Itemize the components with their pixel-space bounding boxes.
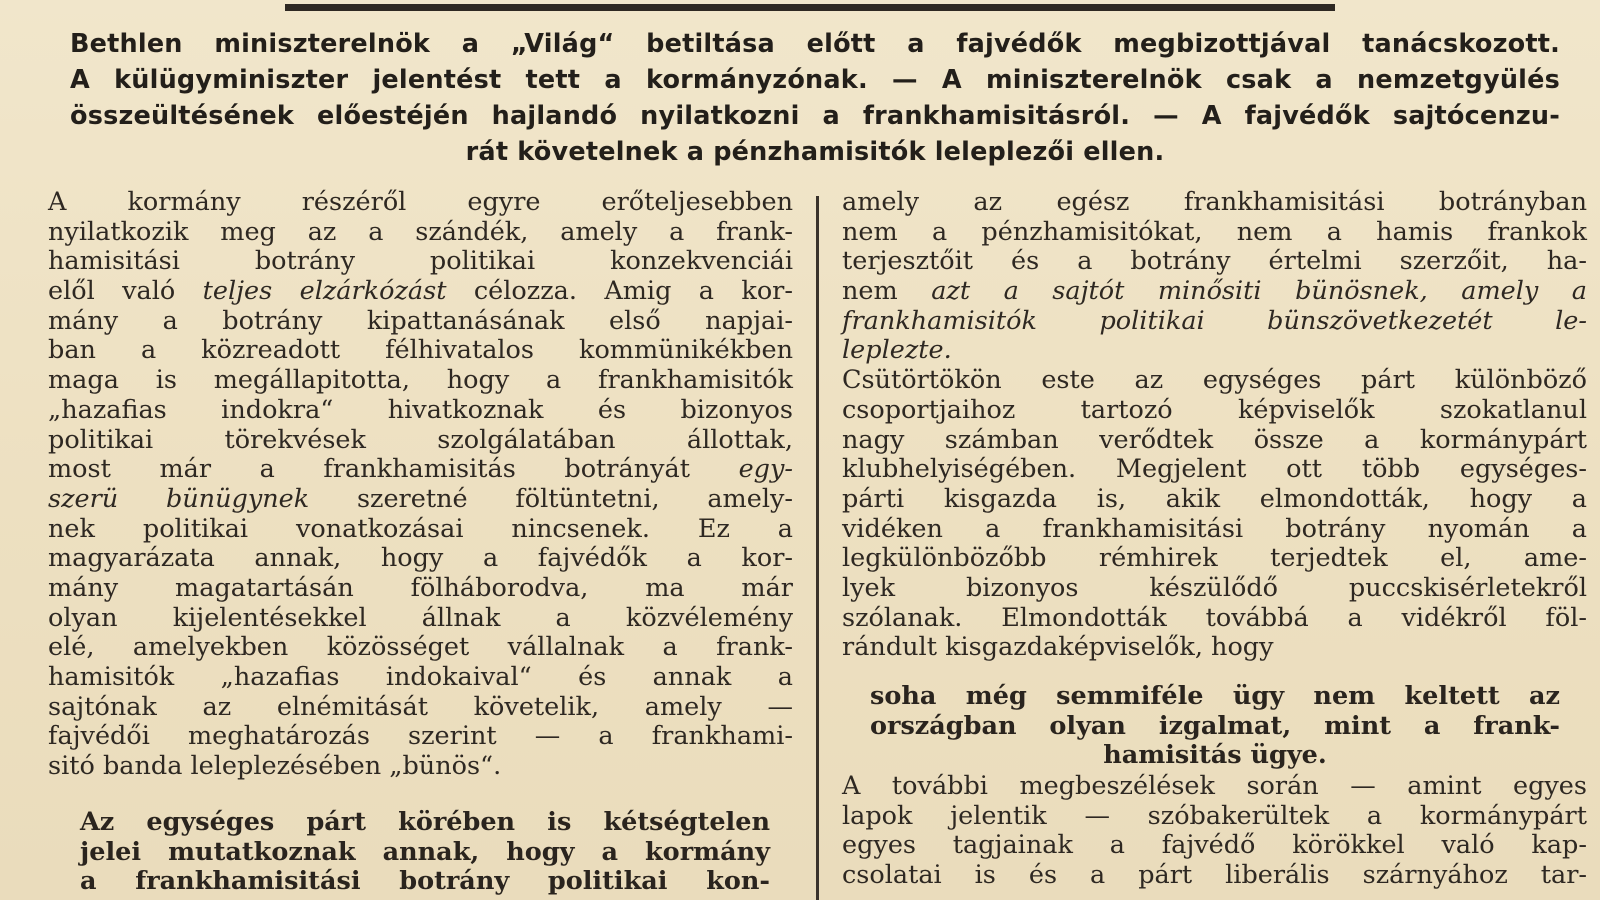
- right-tail-paragraph: [842, 772, 1587, 891]
- headline-line: Bethlen miniszterelnök a „Világ“ betiltása előtt a fajvédők megbizottjával tanácskozott.: [70, 29, 1560, 59]
- text-line: csoportjaihoz tartozó képviselők szokatlanul: [842, 394, 1587, 425]
- text-line: mány magatartásán fölháborodva, ma már: [48, 572, 793, 603]
- text-line: olyan kijelentésekkel állnak a közvélemény: [48, 602, 793, 633]
- headline-line: rát követelnek a pénzhamisitók leleplezői ellen.: [465, 137, 1165, 167]
- headline-line: összeültésének előestéjén hajlandó nyilatkozni a frankhamisitásról. — A fajvédők sajtócenzu-: [70, 101, 1560, 131]
- text-line: csolatai is és a párt liberális szárnyához tar-: [842, 860, 1587, 891]
- bold-line: hamisitás ügye.: [1103, 740, 1327, 770]
- text-line: frankhamisitók politikai bünszövetkezetét le-: [842, 305, 1587, 336]
- text-line: sitó banda leleplezésében „bünös“.: [48, 751, 502, 782]
- text-line: maga is megállapitotta, hogy a frankhamisitók: [48, 365, 793, 396]
- article-headline: [70, 26, 1560, 170]
- text-line: fajvédői meghatározás szerint — a frankhami-: [48, 721, 793, 752]
- text-line: magyarázata annak, hogy a fajvédők a kor-: [48, 543, 793, 574]
- bold-line: jelei mutatkoznak annak, hogy a kormány: [80, 836, 770, 867]
- text-line: elől való teljes elzárkózást célozza. Amig a kor-: [48, 276, 793, 307]
- text-line: „hazafias indokra“ hivatkoznak és bizonyos: [48, 394, 793, 425]
- text-line: mány a botrány kipattanásának első napjai-: [48, 305, 793, 336]
- text-line: most már a frankhamisitás botrányát egy-: [48, 454, 793, 485]
- text-line: párti kisgazda is, akik elmondották, hogy a: [842, 483, 1587, 514]
- text-line: hamisitási botrány politikai konzekvenciái: [48, 246, 793, 277]
- text-line: legkülönbözőbb rémhirek terjedtek el, ame-: [842, 543, 1587, 574]
- text-line: nem azt a sajtót minősiti bünösnek, amely a: [842, 276, 1587, 307]
- text-line: terjesztőit és a botrány értelmi szerzőit, ha-: [842, 246, 1587, 277]
- left-bold-paragraph: [80, 808, 770, 897]
- text-line: nagy számban verődtek össze a kormánypárt: [842, 424, 1587, 455]
- text-line: nem a pénzhamisitókat, nem a hamis frankok: [842, 216, 1587, 247]
- text-line: amely az egész frankhamisitási botrányban: [842, 187, 1587, 217]
- text-line: szólanak. Elmondották továbbá a vidékről föl-: [842, 602, 1587, 633]
- text-line: hamisitók „hazafias indokaival“ és annak a: [48, 662, 793, 692]
- text-line: elé, amelyekben közösséget vállalnak a frank-: [48, 632, 793, 663]
- text-line: lyek bizonyos készülődő puccskisérletekről: [842, 572, 1587, 603]
- text-line: vidéken a frankhamisitási botrány nyomán a: [842, 513, 1587, 544]
- text-line: klubhelyiségében. Megjelent ott több egységes-: [842, 454, 1587, 485]
- text-line: leplezte.: [842, 335, 952, 366]
- text-line: A kormány részéről egyre erőteljesebben: [48, 187, 793, 217]
- left-column: [48, 188, 793, 782]
- bold-line: soha még semmiféle ügy nem keltett az: [870, 681, 1560, 711]
- text-line: ban a közreadott félhivatalos kommünikékben: [48, 335, 793, 366]
- text-line: A további megbeszélések során — amint egyes: [842, 771, 1587, 801]
- text-line: Csütörtökön este az egységes párt különböző: [842, 365, 1587, 396]
- right-column: [842, 188, 1587, 663]
- bold-line: Az egységes párt körében is kétségtelen: [80, 807, 770, 837]
- headline-line: A külügyminiszter jelentést tett a kormányzónak. — A miniszterelnök csak a nemzetgyülés: [70, 65, 1560, 95]
- text-line: nyilatkozik meg az a szándék, amely a frank-: [48, 216, 793, 247]
- text-line: nek politikai vonatkozásai nincsenek. Ez a: [48, 513, 793, 544]
- text-line: egyes tagjainak a fajvédő körökkel való kap-: [842, 830, 1587, 861]
- text-line: politikai törekvések szolgálatában állottak,: [48, 424, 793, 455]
- right-bold-quote: [870, 682, 1560, 771]
- bold-line: a frankhamisitási botrány politikai kon-: [80, 866, 770, 896]
- bold-line: országban olyan izgalmat, mint a frank-: [870, 710, 1560, 741]
- text-line: szerü bünügynek szeretné föltüntetni, amely-: [48, 483, 793, 514]
- top-rule: [285, 4, 1335, 11]
- text-line: sajtónak az elnémitását követelik, amely —: [48, 691, 793, 722]
- text-line: lapok jelentik — szóbakerültek a kormánypárt: [842, 800, 1587, 831]
- column-divider: [816, 196, 819, 900]
- text-line: rándult kisgazdaképviselők, hogy: [842, 632, 1274, 663]
